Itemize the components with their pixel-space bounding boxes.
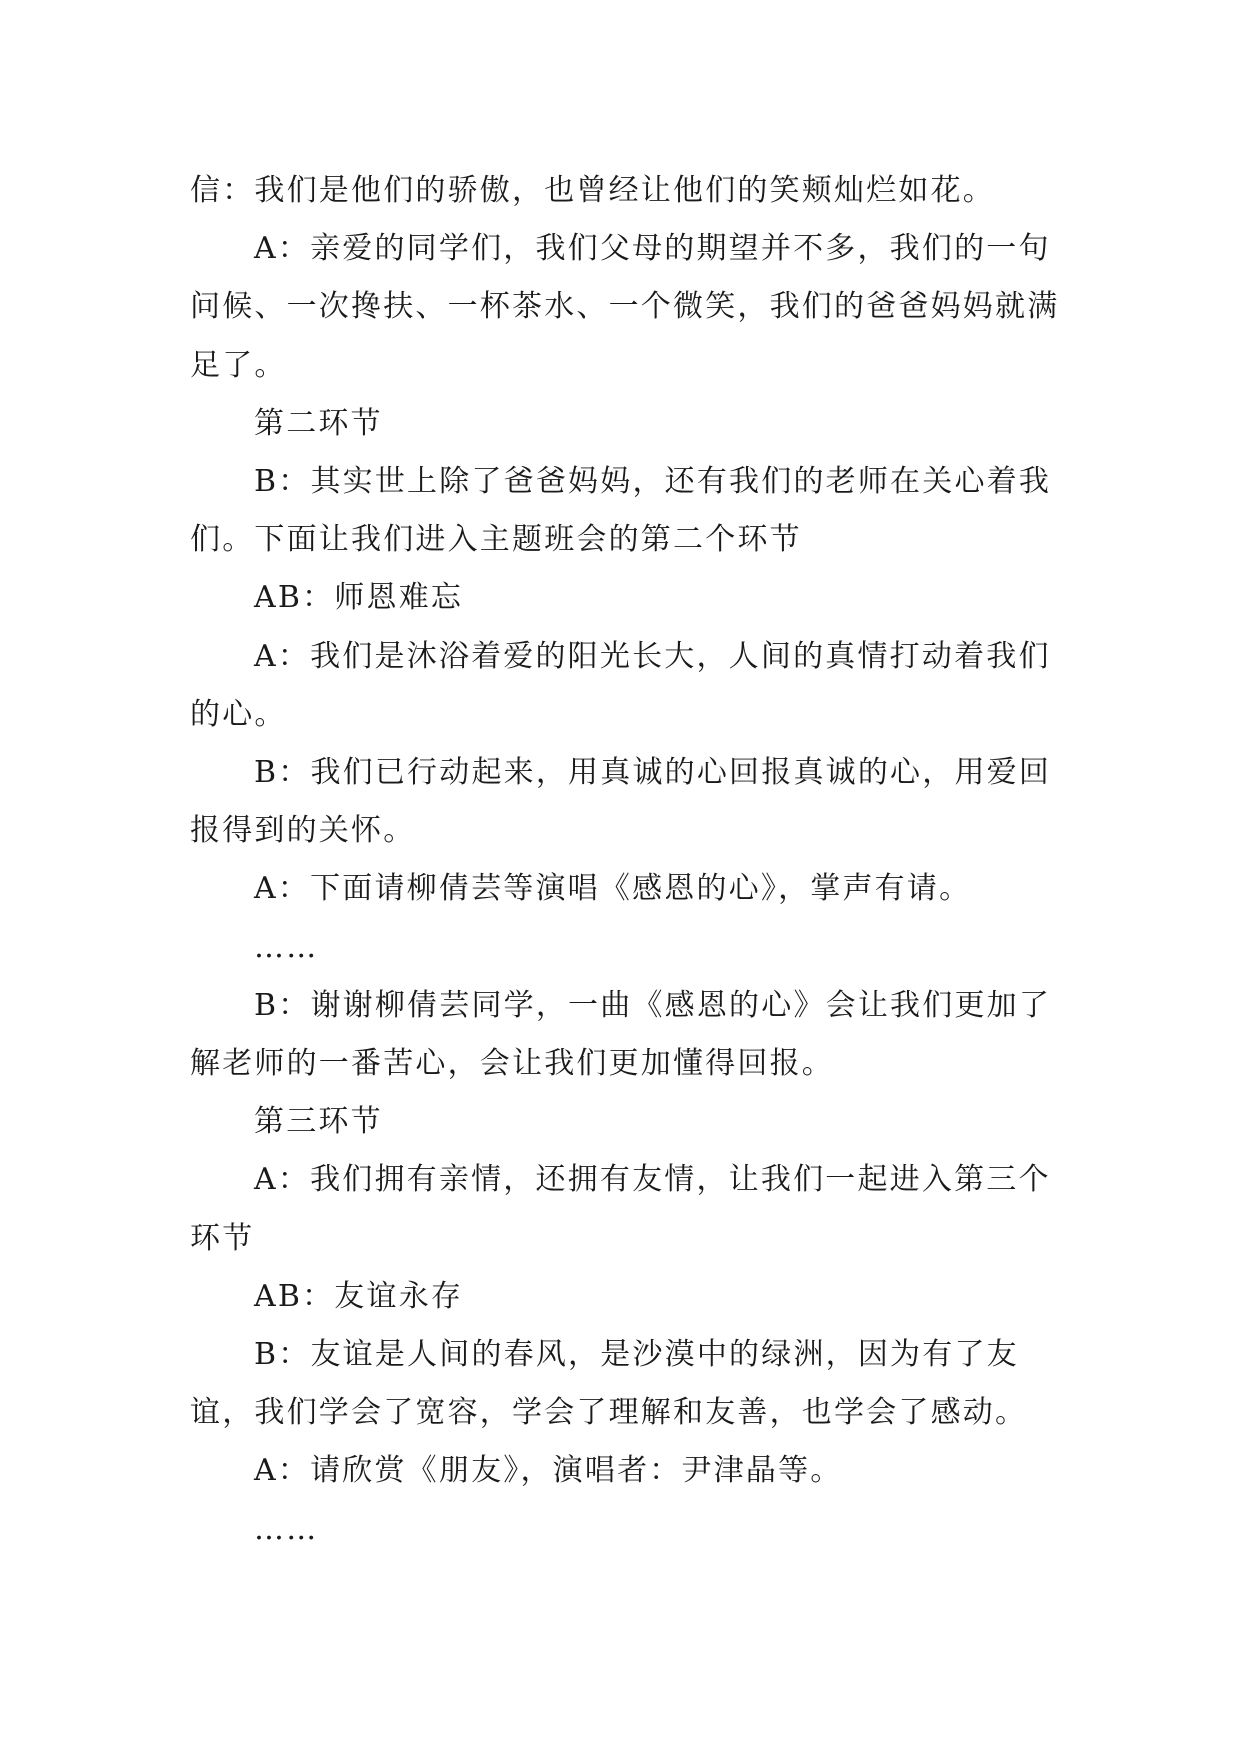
paragraph: 信：我们是他们的骄傲，也曾经让他们的笑颊灿烂如花。 [190, 173, 995, 208]
paragraph: A：我们是沐浴着爱的阳光长大，人间的真情打动着我们的心。 [190, 638, 1051, 732]
ellipsis-line: …… [254, 929, 319, 965]
paragraph: B：友谊是人间的春风，是沙漠中的绿洲，因为有了友谊，我们学会了宽容，学会了理解和友善，也学会了感动。 [190, 1337, 1028, 1431]
document-body [190, 162, 1062, 1559]
paragraph: B：我们已行动起来，用真诚的心回报真诚的心，用爱回报得到的关怀。 [190, 755, 1052, 849]
paragraph: B：谢谢柳倩芸同学，一曲《感恩的心》会让我们更加了解老师的一番苦心，会让我们更加懂得回报。 [190, 987, 1052, 1082]
ellipsis-line: …… [254, 1511, 319, 1547]
paragraph: A：我们拥有亲情，还拥有友情，让我们一起进入第三个环节 [190, 1162, 1051, 1256]
paragraph: AB：师恩难忘 [254, 580, 464, 616]
paragraph: B：其实世上除了爸爸妈妈，还有我们的老师在关心着我们。下面让我们进入主题班会的第二个环节 [190, 464, 1052, 558]
section-heading: 第二环节 [254, 405, 383, 441]
paragraph: A：请欣赏《朋友》，演唱者：尹津晶等。 [254, 1453, 843, 1489]
paragraph: A：下面请柳倩芸等演唱《感恩的心》，掌声有请。 [254, 871, 972, 907]
paragraph: AB：友谊永存 [254, 1278, 464, 1314]
section-heading: 第三环节 [254, 1104, 383, 1140]
paragraph: A：亲爱的同学们，我们父母的期望并不多，我们的一句问候、一次搀扶、一杯茶水、一个微笑，我们的爸爸妈妈就满足了。 [190, 231, 1060, 383]
